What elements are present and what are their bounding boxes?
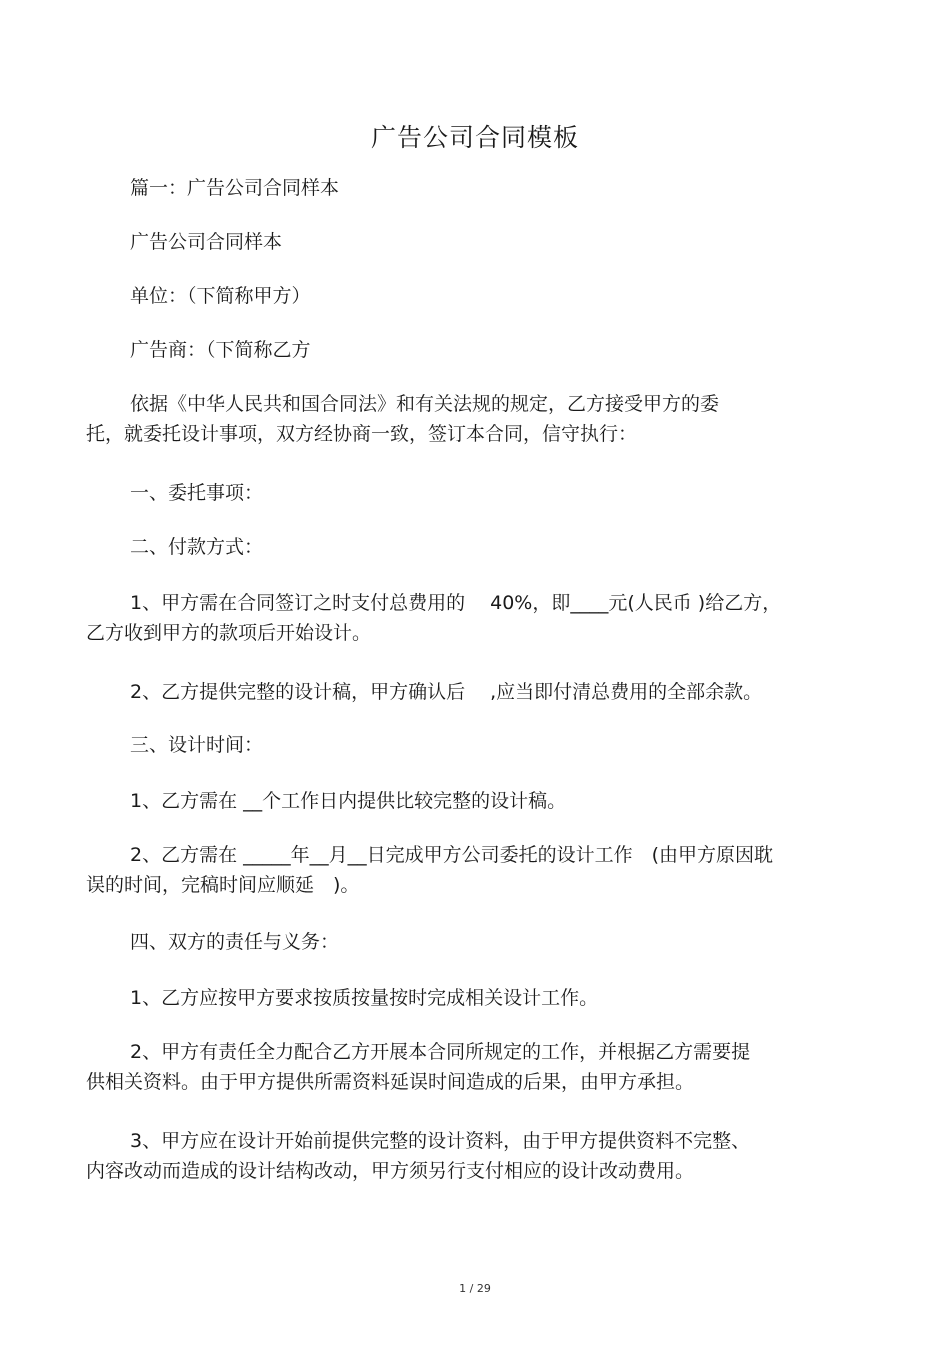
paragraph-line: 误的时间，完稿时间应顺延 )。 <box>86 874 360 896</box>
paragraph-heading-1 <box>86 478 856 508</box>
paragraph-duty-1 <box>86 983 856 1013</box>
paragraph-line: 一、委托事项： <box>130 482 264 504</box>
paragraph-duty-2 <box>86 1037 856 1097</box>
paragraph-line: 3、甲方应在设计开始前提供完整的设计资料，由于甲方提供资料不完整、 <box>130 1130 751 1152</box>
paragraph-line: 托，就委托设计事项，双方经协商一致，签订本合同，信守执行： <box>86 423 638 445</box>
paragraph-subtitle <box>86 227 856 257</box>
paragraph-line: 篇一：广告公司合同样本 <box>130 177 340 199</box>
paragraph-heading-4 <box>86 927 856 957</box>
paragraph-line: 2、乙方需在 _____年__月__日完成甲方公司委托的设计工作 (由甲方原因耽 <box>130 844 774 866</box>
paragraph-preamble <box>86 389 856 449</box>
paragraph-line: 供相关资料。由于甲方提供所需资料延误时间造成的后果，由甲方承担。 <box>86 1071 695 1093</box>
paragraph-line: 广告商：（下简称乙方 <box>130 339 311 361</box>
paragraph-heading-3 <box>86 730 856 760</box>
paragraph-line: 乙方收到甲方的款项后开始设计。 <box>86 622 372 644</box>
paragraph-line: 二、付款方式： <box>130 536 264 558</box>
paragraph-section-heading <box>86 173 856 203</box>
paragraph-line: 1、甲方需在合同签订之时支付总费用的 40%，即____元(人民币 )给乙方， <box>130 592 782 614</box>
paragraph-line: 2、甲方有责任全力配合乙方开展本合同所规定的工作，并根据乙方需要提 <box>130 1041 751 1063</box>
paragraph-heading-2 <box>86 532 856 562</box>
paragraph-time-2 <box>86 840 856 900</box>
paragraph-payment-2 <box>86 677 856 707</box>
paragraph-line: 三、设计时间： <box>130 734 264 756</box>
paragraph-line: 单位：（下简称甲方） <box>130 285 311 307</box>
paragraph-duty-3 <box>86 1126 856 1186</box>
document-title: 广告公司合同模板 <box>370 123 579 152</box>
paragraph-party-a <box>86 281 856 311</box>
page-number: 1 / 29 <box>459 1282 491 1295</box>
paragraph-time-1 <box>86 786 856 816</box>
paragraph-line: 依据《中华人民共和国合同法》和有关法规的规定，乙方接受甲方的委 <box>130 393 720 415</box>
paragraph-line: 四、双方的责任与义务： <box>130 931 340 953</box>
paragraph-line: 内容改动而造成的设计结构改动，甲方须另行支付相应的设计改动费用。 <box>86 1160 695 1182</box>
paragraph-payment-1 <box>86 588 856 648</box>
paragraph-line: 广告公司合同样本 <box>130 231 283 253</box>
paragraph-line: 2、乙方提供完整的设计稿，甲方确认后 ,应当即付清总费用的全部余款。 <box>130 681 763 703</box>
paragraph-line: 1、乙方需在 __个工作日内提供比较完整的设计稿。 <box>130 790 567 812</box>
paragraph-party-b <box>86 335 856 365</box>
paragraph-line: 1、乙方应按甲方要求按质按量按时完成相关设计工作。 <box>130 987 599 1009</box>
